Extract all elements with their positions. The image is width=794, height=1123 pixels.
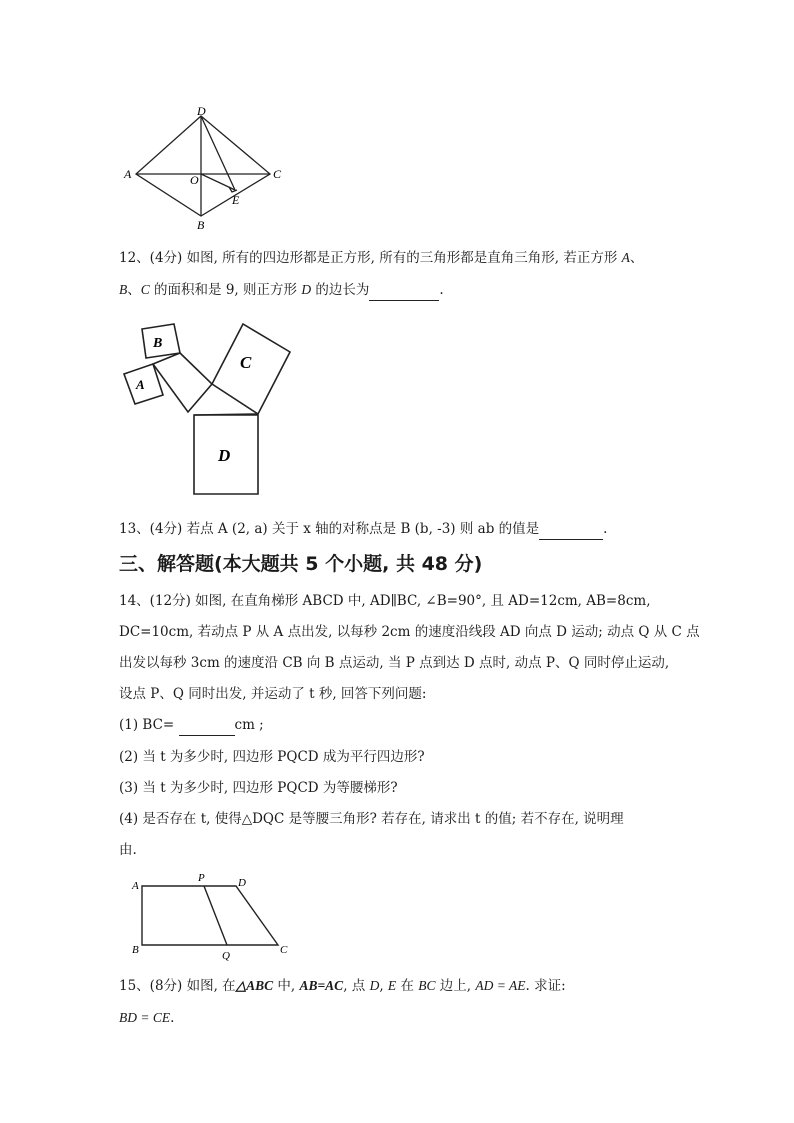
- q12-answer-blank[interactable]: [369, 280, 439, 301]
- triangle-hyp: [194, 414, 258, 415]
- q12-line2: [119, 280, 444, 301]
- q15-end: .: [170, 1010, 175, 1026]
- figure-squares: [118, 316, 308, 502]
- q15-eq2: AD = AE: [475, 978, 526, 993]
- q14-sub1-unit: cm ;: [234, 717, 264, 733]
- q15-line1: [119, 976, 566, 996]
- q12-var-b: B: [119, 282, 128, 297]
- rhombus-outline: [136, 116, 270, 216]
- q15-text2: 中,: [273, 978, 300, 994]
- q12-sep: 、: [629, 250, 644, 266]
- q14-line4: 设点 P、Q 同时出发, 并运动了 t 秒, 回答下列问题:: [119, 686, 427, 702]
- q12-var-c: C: [140, 282, 150, 297]
- section-heading: 三、解答题(本大题共 5 个小题, 共 48 分): [119, 553, 483, 575]
- q12-sep2: 、: [127, 282, 141, 298]
- q15-conclusion: BD = CE: [119, 1010, 171, 1025]
- q15-triangle: △ABC: [235, 978, 274, 993]
- trapezoid-abcd: [142, 886, 278, 945]
- q14-sub4-cont: 由.: [119, 842, 137, 858]
- label-sq-d: D: [218, 446, 231, 465]
- label-q: Q: [222, 950, 230, 962]
- q12-text3: 的边长为: [311, 282, 370, 298]
- label-a: A: [132, 880, 139, 892]
- q12-text: 12、(4分) 如图, 所有的四边形都是正方形, 所有的三角形都是直角三角形, 若正方形: [119, 250, 622, 266]
- label-sq-b: B: [153, 336, 163, 351]
- q13-answer-blank[interactable]: [539, 519, 603, 540]
- label-c: C: [273, 167, 282, 181]
- figure-trapezoid: [124, 868, 296, 962]
- q13-line: [119, 519, 607, 540]
- q15-point-d: D: [369, 978, 380, 993]
- label-o: O: [190, 173, 199, 187]
- segment-de: [201, 116, 235, 190]
- label-sq-a: A: [136, 377, 145, 392]
- q15-text6: . 求证:: [525, 978, 566, 994]
- label-c: C: [280, 944, 288, 956]
- q15-sep: ,: [379, 978, 388, 994]
- q15-point-e: E: [387, 978, 397, 993]
- q15-text4: 在: [396, 978, 419, 994]
- q14-sub1-text: (1) BC=: [119, 717, 175, 733]
- q15-text3: , 点: [343, 978, 370, 994]
- label-b: B: [197, 218, 205, 232]
- q14-sub3: (3) 当 t 为多少时, 四边形 PQCD 为等腰梯形?: [119, 780, 398, 796]
- label-e: E: [232, 193, 240, 207]
- q13-end: .: [603, 521, 608, 537]
- q12-text2: 的面积和是 9, 则正方形: [149, 282, 302, 298]
- q14-line2: DC=10cm, 若动点 P 从 A 点出发, 以每秒 2cm 的速度沿线段 AD 向点 D 运动; 动点 Q 从 C 点: [119, 624, 700, 640]
- label-d: D: [197, 104, 206, 118]
- label-p: P: [198, 872, 205, 884]
- q15-bc: BC: [418, 978, 436, 993]
- q14-sub2: (2) 当 t 为多少时, 四边形 PQCD 成为平行四边形?: [119, 749, 425, 765]
- q15-line2: [119, 1008, 174, 1028]
- label-d: D: [238, 877, 246, 889]
- q15-text5: 边上,: [435, 978, 476, 994]
- q12-var-d: D: [301, 282, 312, 297]
- figure-rhombus: [118, 104, 298, 234]
- q12-var-a: A: [621, 250, 630, 265]
- label-sq-c: C: [240, 353, 252, 372]
- segment-pq: [204, 886, 227, 945]
- q14-line3: 出发以每秒 3cm 的速度沿 CB 向 B 点运动, 当 P 点到达 D 点时, 动点 P、Q 同时停止运动,: [119, 655, 670, 671]
- q14-sub4: (4) 是否存在 t, 使得△DQC 是等腰三角形? 若存在, 请求出 t 的值; 若不存在, 说明理: [119, 811, 624, 827]
- q15-text: 15、(8分) 如图, 在: [119, 978, 236, 994]
- inner-square: [153, 353, 212, 412]
- label-b: B: [132, 944, 139, 956]
- label-a: A: [124, 167, 132, 181]
- q15-eq1: AB=AC: [299, 978, 344, 993]
- q14-line1: 14、(12分) 如图, 在直角梯形 ABCD 中, AD∥BC, ∠B=90°, 且 AD=12cm, AB=8cm,: [119, 593, 651, 609]
- q12-end: .: [439, 282, 444, 298]
- q12-line1: [119, 248, 643, 268]
- q13-text: 13、(4分) 若点 A (2, a) 关于 x 轴的对称点是 B (b, -3) 则 ab 的值是: [119, 521, 540, 537]
- q14-sub1: [119, 715, 264, 736]
- q14-bc-answer-blank[interactable]: [179, 715, 235, 736]
